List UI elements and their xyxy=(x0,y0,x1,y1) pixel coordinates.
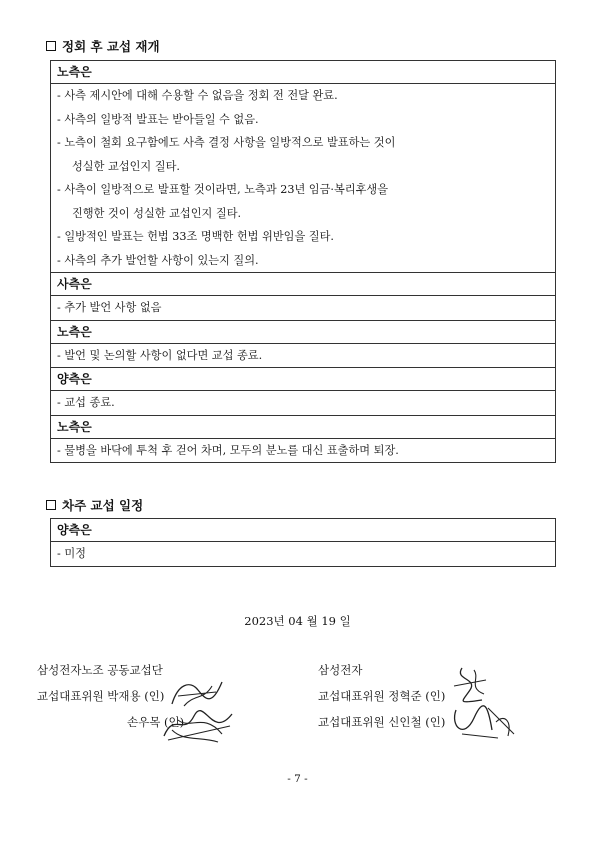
union-org-name: 삼성전자노조 공동교섭단 xyxy=(37,663,163,677)
speaker-content xyxy=(51,296,556,321)
content-line: - 추가 발언 사항 없음 xyxy=(57,301,162,314)
union-rep-2: 손우목 (인) xyxy=(127,715,185,729)
handwritten-signature-4 xyxy=(448,700,520,744)
content-line: 진행한 것이 성실한 교섭인지 질타. xyxy=(72,206,242,220)
speaker-content xyxy=(51,343,556,368)
speaker-label: 양측은 xyxy=(51,519,556,542)
content-line: - 교섭 종료. xyxy=(57,396,115,409)
content-line: - 사측이 일방적으로 발표할 것이라면, 노측과 23년 임금·복리후생을 xyxy=(57,183,389,196)
content-line: - 미정 xyxy=(57,547,86,560)
speaker-label: 양측은 xyxy=(51,368,556,391)
content-line: - 사측의 일방적 발표는 받아들일 수 없음. xyxy=(57,112,259,126)
speaker-label: 노측은 xyxy=(51,61,556,84)
section-heading-schedule xyxy=(46,496,143,514)
document-date: 2023년 04 월 19 일 xyxy=(244,614,351,628)
handwritten-signature-1 xyxy=(168,676,228,710)
company-org-name: 삼성전자 xyxy=(318,663,363,677)
section-title: 정회 후 교섭 재개 xyxy=(62,39,160,54)
section-title: 차주 교섭 일정 xyxy=(62,498,144,513)
section-heading-resume xyxy=(46,37,160,55)
speaker-content xyxy=(51,84,556,273)
minutes-table-schedule xyxy=(50,518,556,567)
content-line: - 일방적인 발표는 헌법 33조 명백한 헌법 위반임을 질타. xyxy=(57,230,334,243)
page-number: - 7 - xyxy=(287,773,308,785)
company-rep-1: 교섭대표위원 정혁준 (인) xyxy=(318,689,446,703)
content-line: 성실한 교섭인지 질타. xyxy=(72,159,180,173)
union-rep-1: 교섭대표위원 박재용 (인) xyxy=(37,689,165,703)
speaker-content xyxy=(51,542,556,567)
content-line: - 물병을 바닥에 투척 후 걷어 차며, 모두의 분노를 대신 표출하며 퇴장. xyxy=(57,443,399,457)
content-line: - 사측 제시안에 대해 수용할 수 없음을 정회 전 전달 완료. xyxy=(57,89,338,102)
content-line: - 노측이 철회 요구함에도 사측 결정 사항을 일방적으로 발표하는 것이 xyxy=(57,136,396,149)
speaker-content xyxy=(51,438,556,463)
minutes-table-resume xyxy=(50,60,556,463)
handwritten-signature-2 xyxy=(160,706,238,746)
content-line: - 사측의 추가 발언할 사항이 있는지 질의. xyxy=(57,253,259,267)
checkbox-icon xyxy=(46,500,56,510)
checkbox-icon xyxy=(46,41,56,51)
speaker-label: 노측은 xyxy=(51,415,556,438)
speaker-label: 사측은 xyxy=(51,273,556,296)
speaker-label: 노측은 xyxy=(51,320,556,343)
content-line: - 발언 및 논의할 사항이 없다면 교섭 종료. xyxy=(57,348,263,362)
speaker-content xyxy=(51,391,556,416)
company-rep-2: 교섭대표위원 신인철 (인) xyxy=(318,715,446,729)
